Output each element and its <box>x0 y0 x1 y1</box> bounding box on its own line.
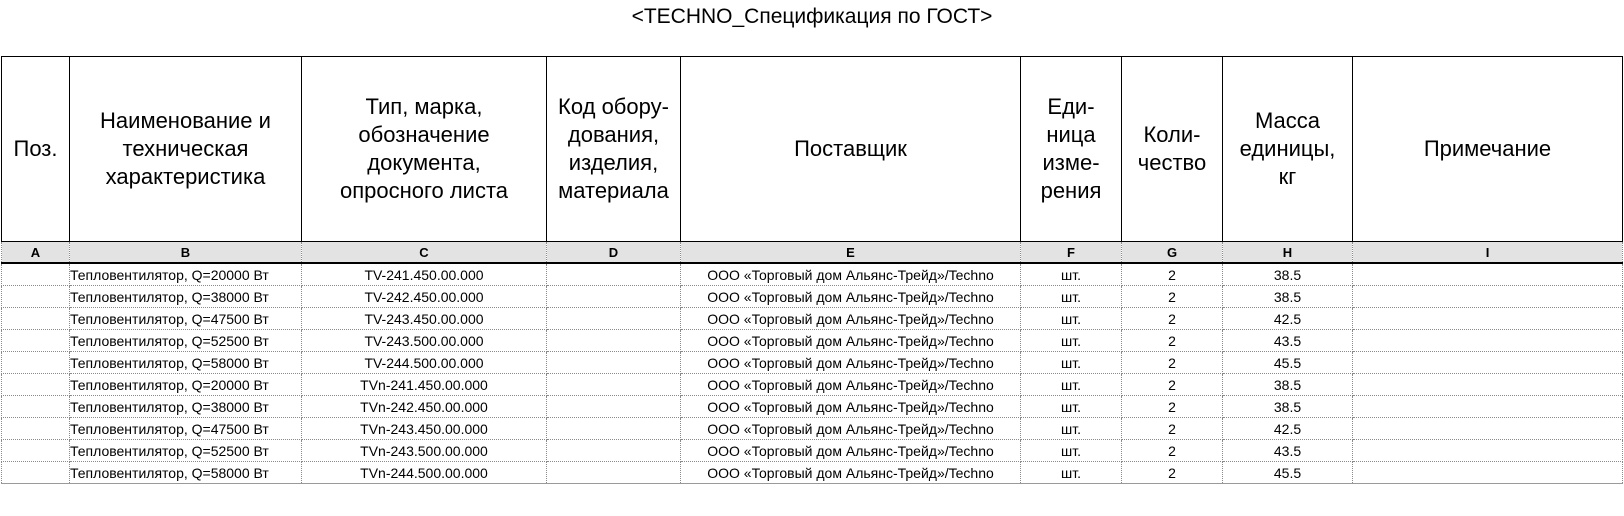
header-supplier <box>681 57 1021 242</box>
column-letter: H <box>1223 242 1353 264</box>
cell-unit-mass: 38.5 <box>1223 286 1353 308</box>
column-letter: D <box>547 242 681 264</box>
header-text-line: Еди- <box>1047 94 1095 119</box>
cell-position <box>2 374 70 396</box>
column-letter: I <box>1353 242 1623 264</box>
header-text-line: Поз. <box>13 136 58 161</box>
header-text-line: опросного листа <box>339 178 509 203</box>
header-note <box>1353 57 1623 242</box>
cell-equipment-code <box>547 352 681 374</box>
cell-name: Тепловентилятор, Q=58000 Вт <box>70 352 302 374</box>
cell-quantity: 2 <box>1122 418 1223 440</box>
header-text-line: Поставщик <box>794 136 907 161</box>
header-quantity <box>1122 57 1223 242</box>
cell-unit: шт. <box>1021 263 1122 286</box>
cell-type-mark: TV-241.450.00.000 <box>302 263 547 286</box>
cell-type-mark: TV-244.500.00.000 <box>302 352 547 374</box>
cell-position <box>2 263 70 286</box>
cell-unit: шт. <box>1021 396 1122 418</box>
cell-unit-mass: 43.5 <box>1223 330 1353 352</box>
cell-unit-mass: 42.5 <box>1223 308 1353 330</box>
cell-note <box>1353 418 1623 440</box>
cell-supplier: ООО «Торговый дом Альянс-Трейд»/Techno <box>681 330 1021 352</box>
cell-name: Тепловентилятор, Q=52500 Вт <box>70 330 302 352</box>
cell-equipment-code <box>547 374 681 396</box>
cell-unit-mass: 45.5 <box>1223 352 1353 374</box>
cell-quantity: 2 <box>1122 308 1223 330</box>
header-position <box>2 57 70 242</box>
header-text-line: дования, <box>567 122 660 147</box>
table-body <box>2 263 1623 484</box>
header-text-line: единицы, <box>1239 136 1336 161</box>
header-text-line: документа, <box>367 150 481 175</box>
cell-supplier: ООО «Торговый дом Альянс-Трейд»/Techno <box>681 374 1021 396</box>
header-text-line: Коли- <box>1143 122 1201 147</box>
cell-type-mark: TVn-244.500.00.000 <box>302 462 547 484</box>
column-letter: E <box>681 242 1021 264</box>
column-letter: A <box>2 242 70 264</box>
header-type-mark <box>302 57 547 242</box>
header-name-characteristics <box>70 57 302 242</box>
cell-name: Тепловентилятор, Q=58000 Вт <box>70 462 302 484</box>
header-text-line: обозначение <box>358 122 490 147</box>
cell-quantity: 2 <box>1122 374 1223 396</box>
cell-type-mark: TV-243.450.00.000 <box>302 308 547 330</box>
header-row <box>2 57 1623 242</box>
table-row <box>2 396 1623 418</box>
cell-supplier: ООО «Торговый дом Альянс-Трейд»/Techno <box>681 352 1021 374</box>
cell-position <box>2 352 70 374</box>
cell-name: Тепловентилятор, Q=47500 Вт <box>70 418 302 440</box>
cell-unit: шт. <box>1021 330 1122 352</box>
table-row <box>2 308 1623 330</box>
header-text-line: Код обору- <box>558 94 669 119</box>
specification-table <box>1 56 1623 484</box>
cell-unit-mass: 38.5 <box>1223 396 1353 418</box>
cell-name: Тепловентилятор, Q=47500 Вт <box>70 308 302 330</box>
header-equipment-code <box>547 57 681 242</box>
cell-note <box>1353 286 1623 308</box>
cell-supplier: ООО «Торговый дом Альянс-Трейд»/Techno <box>681 462 1021 484</box>
header-unit-mass <box>1223 57 1353 242</box>
table-row <box>2 330 1623 352</box>
cell-supplier: ООО «Торговый дом Альянс-Трейд»/Techno <box>681 263 1021 286</box>
header-text-line: рения <box>1040 178 1102 203</box>
cell-unit: шт. <box>1021 286 1122 308</box>
cell-position <box>2 396 70 418</box>
cell-equipment-code <box>547 263 681 286</box>
cell-quantity: 2 <box>1122 330 1223 352</box>
cell-equipment-code <box>547 462 681 484</box>
cell-equipment-code <box>547 396 681 418</box>
column-letter: F <box>1021 242 1122 264</box>
cell-position <box>2 308 70 330</box>
cell-quantity: 2 <box>1122 462 1223 484</box>
cell-type-mark: TVn-243.500.00.000 <box>302 440 547 462</box>
cell-unit-mass: 43.5 <box>1223 440 1353 462</box>
cell-equipment-code <box>547 308 681 330</box>
table-row <box>2 263 1623 286</box>
cell-name: Тепловентилятор, Q=38000 Вт <box>70 286 302 308</box>
header-text-line: Тип, марка, <box>365 94 483 119</box>
cell-note <box>1353 462 1623 484</box>
header-text-line: Масса <box>1254 108 1321 133</box>
cell-equipment-code <box>547 440 681 462</box>
table-row <box>2 352 1623 374</box>
cell-quantity: 2 <box>1122 286 1223 308</box>
cell-type-mark: TV-243.500.00.000 <box>302 330 547 352</box>
cell-name: Тепловентилятор, Q=52500 Вт <box>70 440 302 462</box>
cell-supplier: ООО «Торговый дом Альянс-Трейд»/Techno <box>681 308 1021 330</box>
header-text-line: характеристика <box>105 164 266 189</box>
cell-unit-mass: 45.5 <box>1223 462 1353 484</box>
header-text-line: изделия, <box>568 150 659 175</box>
cell-position <box>2 330 70 352</box>
cell-unit: шт. <box>1021 418 1122 440</box>
cell-supplier: ООО «Торговый дом Альянс-Трейд»/Techno <box>681 440 1021 462</box>
table-row <box>2 374 1623 396</box>
cell-unit: шт. <box>1021 374 1122 396</box>
cell-quantity: 2 <box>1122 396 1223 418</box>
header-unit <box>1021 57 1122 242</box>
cell-unit: шт. <box>1021 352 1122 374</box>
cell-unit-mass: 38.5 <box>1223 374 1353 396</box>
cell-equipment-code <box>547 418 681 440</box>
table-row <box>2 440 1623 462</box>
cell-equipment-code <box>547 286 681 308</box>
cell-type-mark: TVn-241.450.00.000 <box>302 374 547 396</box>
header-text-line: Наименование и <box>100 108 271 133</box>
cell-equipment-code <box>547 330 681 352</box>
header-text-line: Примечание <box>1423 136 1552 161</box>
cell-position <box>2 440 70 462</box>
cell-type-mark: TV-242.450.00.000 <box>302 286 547 308</box>
cell-unit: шт. <box>1021 308 1122 330</box>
cell-quantity: 2 <box>1122 352 1223 374</box>
cell-supplier: ООО «Торговый дом Альянс-Трейд»/Techno <box>681 418 1021 440</box>
cell-supplier: ООО «Торговый дом Альянс-Трейд»/Techno <box>681 286 1021 308</box>
cell-note <box>1353 352 1623 374</box>
cell-unit-mass: 38.5 <box>1223 263 1353 286</box>
cell-quantity: 2 <box>1122 263 1223 286</box>
table-row <box>2 462 1623 484</box>
cell-position <box>2 286 70 308</box>
cell-name: Тепловентилятор, Q=20000 Вт <box>70 263 302 286</box>
header-text-line: кг <box>1278 164 1297 189</box>
cell-type-mark: TVn-242.450.00.000 <box>302 396 547 418</box>
schedule-title: <TECHNO_Спецификация по ГОСТ> <box>631 5 993 28</box>
cell-position <box>2 418 70 440</box>
table-row <box>2 418 1623 440</box>
header-text-line: техническая <box>122 136 249 161</box>
column-letter: G <box>1122 242 1223 264</box>
cell-unit-mass: 42.5 <box>1223 418 1353 440</box>
cell-note <box>1353 440 1623 462</box>
cell-quantity: 2 <box>1122 440 1223 462</box>
header-text-line: чество <box>1137 150 1207 175</box>
table-row <box>2 286 1623 308</box>
cell-note <box>1353 263 1623 286</box>
cell-note <box>1353 308 1623 330</box>
cell-note <box>1353 330 1623 352</box>
cell-type-mark: TVn-243.450.00.000 <box>302 418 547 440</box>
cell-note <box>1353 374 1623 396</box>
cell-supplier: ООО «Торговый дом Альянс-Трейд»/Techno <box>681 396 1021 418</box>
cell-name: Тепловентилятор, Q=20000 Вт <box>70 374 302 396</box>
cell-note <box>1353 396 1623 418</box>
cell-name: Тепловентилятор, Q=38000 Вт <box>70 396 302 418</box>
header-text-line: материала <box>558 178 669 203</box>
column-letter-row <box>2 242 1623 264</box>
column-letter: B <box>70 242 302 264</box>
cell-position <box>2 462 70 484</box>
cell-unit: шт. <box>1021 462 1122 484</box>
cell-unit: шт. <box>1021 440 1122 462</box>
header-text-line: ница <box>1046 122 1096 147</box>
column-letter: C <box>302 242 547 264</box>
header-text-line: изме- <box>1042 150 1100 175</box>
